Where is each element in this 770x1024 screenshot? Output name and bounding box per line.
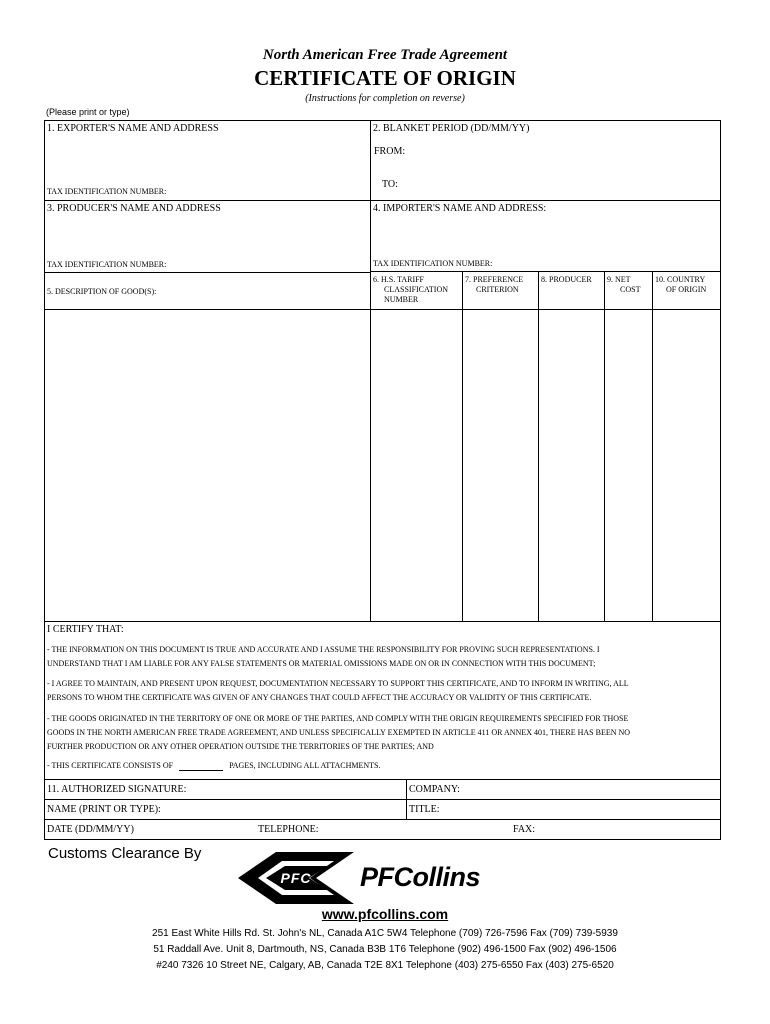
logo-wordmark: PFCollins (360, 862, 481, 892)
company-field[interactable]: COMPANY: (409, 784, 460, 795)
blanket-period-label: 2. BLANKET PERIOD (DD/MM/YY) (373, 123, 530, 134)
form-title: CERTIFICATE OF ORIGIN (254, 66, 516, 90)
net-cost-entry-column[interactable] (605, 310, 652, 621)
importer-name-field[interactable]: 4. IMPORTER'S NAME AND ADDRESS: (373, 203, 547, 214)
producer-entry-column[interactable] (539, 310, 604, 621)
certify-paragraph-1: - THE INFORMATION ON THIS DOCUMENT IS TRUE AND ACCURATE AND I ASSUME THE RESPONSIBILITY FOR PROVING SUCH REPRESENTATIONS. I UNDERSTAND THAT I AM LIABLE FOR ANY FALSE STATEMENTS OR MATERIAL OMISSIONS MADE ON OR IN CONNECTION WITH THIS DOCUMENT; (47, 645, 600, 668)
certify-heading: I CERTIFY THAT: (47, 624, 124, 635)
producer-name-field[interactable]: 3. PRODUCER'S NAME AND ADDRESS (47, 203, 221, 214)
address-st-johns: 251 East White Hills Rd. St. John's NL, Canada A1C 5W4 Telephone (709) 726-7596 Fax (709) 739-5939 (152, 928, 618, 939)
pfcollins-logo (236, 850, 516, 906)
producer-tax-id-field[interactable]: TAX IDENTIFICATION NUMBER: (47, 260, 167, 269)
country-entry-column[interactable] (653, 310, 720, 621)
date-field[interactable]: DATE (DD/MM/YY) (47, 824, 134, 835)
goods-description-area[interactable] (45, 310, 370, 621)
fax-field[interactable]: FAX: (513, 824, 536, 835)
net-cost-header: 9. NET COST (607, 275, 641, 294)
hs-tariff-header: 6. H.S. TARIFF CLASSIFICATION NUMBER (373, 275, 449, 304)
certify-paragraph-2: - I AGREE TO MAINTAIN, AND PRESENT UPON REQUEST, DOCUMENTATION NECESSARY TO SUPPORT THIS CERTIFICATE, AND TO INFORM IN WRITING, ALL PERSONS TO WHOM THE CERTIFICATE WAS GIVEN OF ANY CHANGES THAT COULD AFFECT THE ACCURACY OR VALIDITY OF THIS CERTIFICATE. (47, 679, 629, 702)
customs-clearance-label: Customs Clearance By (48, 845, 202, 862)
telephone-field[interactable]: TELEPHONE: (258, 824, 319, 835)
country-of-origin-header: 10. COUNTRY OF ORIGIN (655, 275, 707, 294)
name-print-field[interactable]: NAME (PRINT OR TYPE): (47, 804, 161, 815)
address-calgary: #240 7326 10 Street NE, Calgary, AB, Canada T2E 8X1 Telephone (403) 275-6550 Fax (403) 275-6520 (156, 960, 614, 971)
website-link[interactable]: www.pfcollins.com (321, 906, 449, 922)
preference-criterion-header: 7. PREFERENCE CRITERION (465, 275, 524, 294)
certify-paragraph-3: - THE GOODS ORIGINATED IN THE TERRITORY OF ONE OR MORE OF THE PARTIES, AND COMPLY WITH THE ORIGIN REQUIREMENTS SPECIFIED FOR THOSE GOODS IN THE NORTH AMERICAN FREE TRADE AGREEMENT, AND UNLESS SPECIFICALLY EXEMPTED IN ARTICLE 411 OR ANNEX 401, THERE HAS BEEN NO FURTHER PRODUCTION OR ANY OTHER OPERATION OUTSIDE THE TERRITORIES OF THE PARTIES; AND (47, 714, 631, 751)
blanket-from-field[interactable]: FROM: (374, 146, 406, 157)
svg-text:PFC: PFC (280, 870, 312, 886)
instructions-note: (Instructions for completion on reverse) (305, 93, 465, 104)
authorized-signature-field[interactable]: 11. AUTHORIZED SIGNATURE: (47, 784, 187, 795)
page-count-field[interactable] (179, 761, 223, 771)
producer-column-header: 8. PRODUCER (541, 275, 592, 284)
certify-pages-line: - THIS CERTIFICATE CONSISTS OF PAGES, INCLUDING ALL ATTACHMENTS. (47, 761, 381, 770)
blanket-to-field[interactable]: TO: (382, 179, 398, 190)
importer-tax-id-field[interactable]: TAX IDENTIFICATION NUMBER: (373, 259, 493, 268)
print-note: (Please print or type) (46, 107, 130, 117)
description-of-goods-label: 5. DESCRIPTION OF GOOD(S): (47, 287, 157, 296)
pfc-emblem-icon (236, 850, 356, 906)
form-subtitle: North American Free Trade Agreement (262, 47, 508, 63)
preference-entry-column[interactable] (463, 310, 538, 621)
exporter-tax-id-field[interactable]: TAX IDENTIFICATION NUMBER: (47, 187, 167, 196)
exporter-name-field[interactable]: 1. EXPORTER'S NAME AND ADDRESS (47, 123, 219, 134)
title-field[interactable]: TITLE: (409, 804, 440, 815)
hs-tariff-entry-column[interactable] (371, 310, 462, 621)
address-dartmouth: 51 Raddall Ave. Unit 8, Dartmouth, NS, Canada B3B 1T6 Telephone (902) 496-1500 Fax (902) 496-1506 (153, 944, 617, 955)
